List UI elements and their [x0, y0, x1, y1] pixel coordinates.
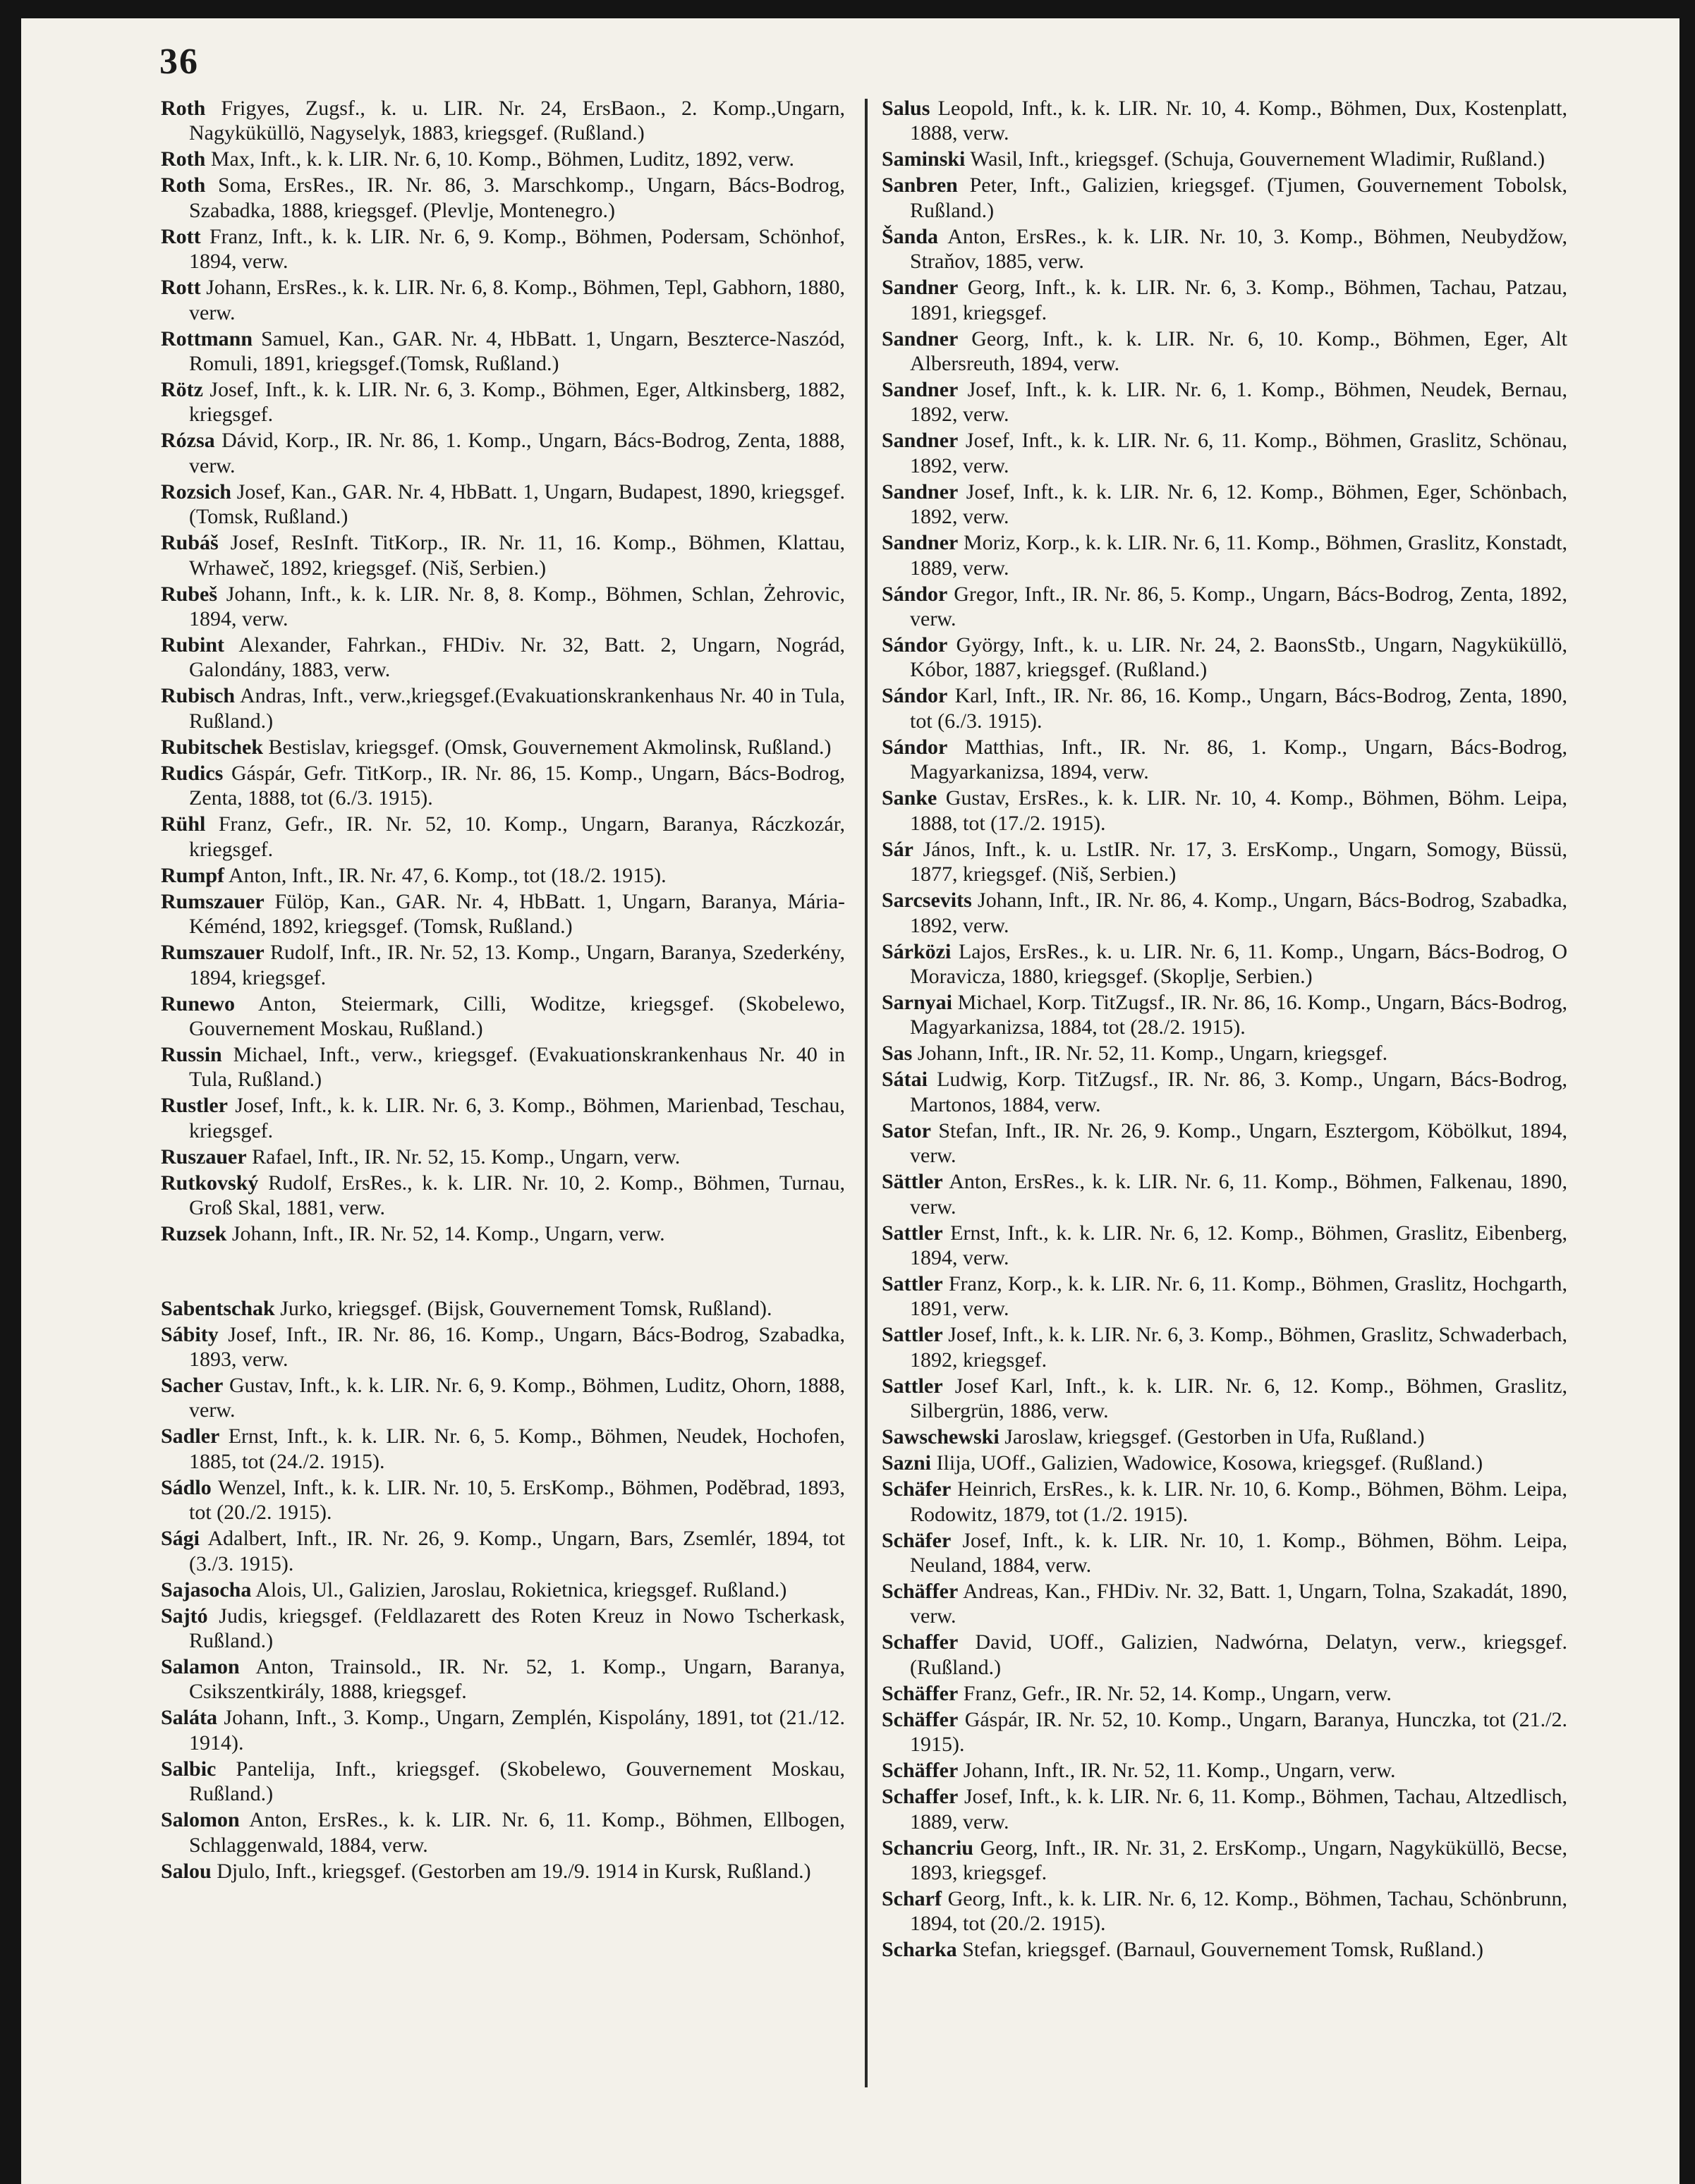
register-entry [161, 1705, 845, 1755]
entry-surname: Sadler [161, 1425, 220, 1448]
entry-details: Anton, ErsRes., k. k. LIR. Nr. 10, 3. Komp., Böhmen, Neubydžow, Straňov, 1885, verw. [910, 224, 1567, 274]
entry-surname: Roth [161, 173, 206, 197]
entry-surname: Salomon [161, 1808, 240, 1832]
entry-surname: Sattler [882, 1323, 943, 1347]
entry-surname: Sattler [882, 1374, 943, 1398]
entry-surname: Salou [161, 1859, 212, 1883]
entry-surname: Ruszauer [161, 1145, 247, 1169]
register-entry [882, 1681, 1567, 1706]
register-entry [161, 1578, 845, 1602]
register-entry [161, 1296, 845, 1321]
register-entry [161, 480, 845, 530]
entry-details: Josef, Kan., GAR. Nr. 4, HbBatt. 1, Ungarn, Budapest, 1890, kriegsgef. (Tomsk, Rußland.) [189, 480, 846, 529]
entry-surname: Sarnyai [882, 990, 953, 1014]
register-entry [161, 992, 845, 1042]
register-entry [161, 1322, 845, 1372]
entry-details: Ernst, Inft., k. k. LIR. Nr. 6, 12. Komp., Böhmen, Graslitz, Eibenberg, 1894, verw. [910, 1221, 1568, 1269]
entry-surname: Sándor [882, 735, 948, 759]
entry-surname: Schaffer [882, 1785, 959, 1809]
entry-details: Andreas, Kan., FHDiv. Nr. 32, Batt. 1, Ungarn, Tolna, Szakadát, 1890, verw. [910, 1579, 1567, 1628]
entry-details: Franz, Korp., k. k. LIR. Nr. 6, 11. Komp., Böhmen, Graslitz, Hochgarth, 1891, verw. [910, 1271, 1567, 1321]
entry-surname: Sándor [882, 633, 948, 657]
register-entry [882, 683, 1567, 733]
entry-surname: Sattler [882, 1221, 943, 1245]
entry-surname: Sazni [882, 1451, 932, 1475]
register-entry [161, 173, 845, 223]
entry-details: Gregor, Inft., IR. Nr. 86, 5. Komp., Ungarn, Bács-Bodrog, Zenta, 1892, verw. [910, 582, 1568, 631]
register-entry [161, 1093, 845, 1143]
entry-surname: Sandner [882, 531, 959, 555]
entry-surname: Sajtó [161, 1604, 208, 1628]
entry-details: Josef, Inft., k. k. LIR. Nr. 6, 3. Komp., Böhmen, Graslitz, Schwaderbach, 1892, kriegsgef. [910, 1323, 1567, 1372]
entry-surname: Scharf [882, 1887, 942, 1910]
register-entry [161, 1171, 845, 1221]
register-entry [161, 377, 845, 427]
entry-surname: Schäffer [882, 1759, 959, 1783]
entry-surname: Runewo [161, 992, 236, 1015]
entry-details: Alois, Ul., Galizien, Jaroslau, Rokietnica, kriegsgef. Rußland.) [255, 1578, 787, 1602]
entry-surname: Sättler [882, 1170, 943, 1194]
entry-surname: Salus [882, 97, 930, 120]
entry-surname: Schäffer [882, 1579, 959, 1603]
entry-details: Michael, Korp. TitZugsf., IR. Nr. 86, 16. Komp., Ungarn, Bács-Bodrog, Magyarkanizsa, 1884, tot (28./2. 1915). [910, 990, 1567, 1039]
entry-surname: Sárközi [882, 939, 952, 963]
entry-surname: Sandner [882, 378, 959, 402]
entry-details: Georg, Inft., k. k. LIR. Nr. 6, 3. Komp., Böhmen, Tachau, Patzau, 1891, kriegsgef. [910, 276, 1567, 324]
register-entry [161, 1757, 845, 1807]
entry-details: Rudolf, ErsRes., k. k. LIR. Nr. 10, 2. Komp., Böhmen, Turnau, Groß Skal, 1881, verw. [189, 1171, 845, 1220]
entry-details: Alexander, Fahrkan., FHDiv. Nr. 32, Batt. 2, Ungarn, Nográd, Galondány, 1883, verw. [189, 633, 845, 682]
register-entry [882, 1784, 1567, 1834]
entry-surname: Schäfer [882, 1477, 952, 1501]
register-entry [882, 633, 1567, 683]
entry-details: Gustav, ErsRes., k. k. LIR. Nr. 10, 4. Komp., Böhmen, Böhm. Leipa, 1888, tot (17./2. 1915). [910, 786, 1568, 835]
entry-surname: Russin [161, 1042, 222, 1066]
entry-surname: Rutkovský [161, 1171, 259, 1195]
entry-details: Johann, Inft., 3. Komp., Ungarn, Zemplén, Kispolány, 1891, tot (21./12. 1914). [189, 1706, 845, 1755]
entry-surname: Rumpf [161, 863, 225, 887]
register-entry [882, 1322, 1567, 1372]
entry-surname: Rott [161, 276, 201, 300]
entry-surname: Sandner [882, 327, 959, 350]
entry-details: Georg, Inft., k. k. LIR. Nr. 6, 10. Komp., Böhmen, Eger, Alt Albersreuth, 1894, verw. [910, 327, 1567, 376]
entry-details: Wenzel, Inft., k. k. LIR. Nr. 10, 5. ErsKomp., Böhmen, Poděbrad, 1893, tot (20./2. 1915). [189, 1475, 845, 1525]
entry-details: Leopold, Inft., k. k. LIR. Nr. 10, 4. Komp., Böhmen, Dux, Kostenplatt, 1888, verw. [910, 97, 1567, 145]
entry-surname: Rumszauer [161, 941, 265, 965]
entry-details: Gáspár, Gefr. TitKorp., IR. Nr. 86, 15. Komp., Ungarn, Bács-Bodrog, Zenta, 1888, tot (6./3. 1915). [189, 761, 845, 810]
register-entry [161, 1042, 845, 1092]
register-entry [882, 735, 1567, 785]
register-entry [161, 327, 845, 377]
register-entry [882, 1579, 1567, 1629]
register-entry [882, 939, 1567, 989]
register-entry [161, 1526, 845, 1576]
register-entry [882, 582, 1567, 632]
entry-details: György, Inft., k. u. LIR. Nr. 24, 2. BaonsStb., Ungarn, Nagyküküllö, Kóbor, 1887, kriegsgef. (Rußland.) [910, 633, 1567, 682]
register-entry [882, 1169, 1567, 1219]
register-entry [882, 428, 1567, 478]
register-entry [882, 1937, 1567, 1962]
scan-border-top [0, 0, 1695, 18]
register-entry [882, 1836, 1567, 1886]
register-entry [161, 1654, 845, 1704]
register-entry [161, 889, 845, 939]
register-entry [882, 530, 1567, 580]
register-entry [161, 1475, 845, 1525]
entry-surname: Sator [882, 1118, 931, 1142]
entry-details: Johann, Inft., IR. Nr. 52, 11. Komp., Ungarn, verw. [963, 1759, 1396, 1783]
register-entry [882, 96, 1567, 146]
register-entry [882, 1758, 1567, 1783]
register-entry [882, 1425, 1567, 1449]
register-entry [161, 940, 845, 990]
register-entry [161, 863, 845, 888]
register-entry [882, 1886, 1567, 1936]
entry-details: Anton, ErsRes., k. k. LIR. Nr. 6, 11. Komp., Böhmen, Ellbogen, Schlaggenwald, 1884, verw. [189, 1808, 845, 1857]
register-entry [161, 1604, 845, 1654]
register-entry [882, 147, 1567, 171]
entry-details: Anton, ErsRes., k. k. LIR. Nr. 6, 11. Komp., Böhmen, Falkenau, 1890, verw. [910, 1170, 1567, 1219]
entry-surname: Saminski [882, 147, 966, 171]
entry-surname: Sándor [882, 582, 948, 606]
entry-surname: Rubeš [161, 582, 218, 606]
entry-details: Gustav, Inft., k. k. LIR. Nr. 6, 9. Komp., Böhmen, Luditz, Ohorn, 1888, verw. [189, 1373, 846, 1422]
entry-details: Franz, Inft., k. k. LIR. Nr. 6, 9. Komp., Böhmen, Podersam, Schönhof, 1894, verw. [189, 224, 845, 274]
register-entry [882, 1528, 1567, 1578]
entry-surname: Rubisch [161, 684, 236, 708]
entry-details: Matthias, Inft., IR. Nr. 86, 1. Komp., Ungarn, Bács-Bodrog, Magyarkanizsa, 1894, verw. [910, 735, 1568, 784]
entry-details: Ernst, Inft., k. k. LIR. Nr. 6, 5. Komp., Böhmen, Neudek, Hochofen, 1885, tot (24./2. 1915). [189, 1425, 845, 1473]
register-entry [161, 96, 845, 146]
entry-surname: Sacher [161, 1373, 224, 1397]
entry-details: Johann, ErsRes., k. k. LIR. Nr. 6, 8. Komp., Böhmen, Tepl, Gabhorn, 1880, verw. [189, 276, 846, 324]
entry-surname: Rustler [161, 1094, 228, 1118]
entry-surname: Salamon [161, 1654, 240, 1678]
entry-details: Moriz, Korp., k. k. LIR. Nr. 6, 11. Komp., Böhmen, Graslitz, Konstadt, 1889, verw. [910, 531, 1567, 580]
register-entry [882, 1707, 1567, 1757]
entry-details: Djulo, Inft., kriegsgef. (Gestorben am 19./9. 1914 in Kursk, Rußland.) [217, 1859, 811, 1883]
register-entry [161, 428, 845, 478]
entry-details: Samuel, Kan., GAR. Nr. 4, HbBatt. 1, Ungarn, Beszterce-Naszód, Romuli, 1891, kriegsgef.(Tomsk, Rußland.) [189, 327, 846, 376]
register-entry [882, 224, 1567, 274]
entry-surname: Rott [161, 224, 201, 248]
entry-details: Fülöp, Kan., GAR. Nr. 4, HbBatt. 1, Ungarn, Baranya, Mária-Kéménd, 1892, kriegsgef. (Tomsk, Rußland.) [189, 889, 845, 939]
register-entry [161, 530, 845, 580]
entry-surname: Schaffer [882, 1630, 959, 1654]
register-entry [161, 761, 845, 811]
entry-surname: Scharka [882, 1938, 957, 1962]
left-column [161, 96, 845, 1885]
entry-details: Johann, Inft., IR. Nr. 52, 14. Komp., Ungarn, verw. [231, 1222, 665, 1246]
entry-surname: Sajasocha [161, 1578, 252, 1602]
entry-surname: Sawschewski [882, 1425, 1000, 1449]
register-entry [882, 888, 1567, 938]
entry-surname: Sattler [882, 1271, 943, 1295]
entry-surname: Sas [882, 1042, 913, 1066]
entry-surname: Schäffer [882, 1707, 959, 1731]
entry-details: Josef, Inft., IR. Nr. 86, 16. Komp., Ungarn, Bács-Bodrog, Szabadka, 1893, verw. [189, 1322, 845, 1371]
register-entry [161, 1424, 845, 1474]
entry-surname: Sanbren [882, 173, 958, 197]
entry-surname: Schäfer [882, 1528, 952, 1552]
entry-details: Josef, Inft., k. k. LIR. Nr. 6, 1. Komp., Böhmen, Neudek, Bernau, 1892, verw. [910, 378, 1567, 427]
register-entry [882, 990, 1567, 1040]
register-entry [882, 1067, 1567, 1117]
entry-surname: Salbic [161, 1757, 217, 1781]
entry-details: Josef Karl, Inft., k. k. LIR. Nr. 6, 12. Komp., Böhmen, Graslitz, Silbergrün, 1886, verw. [910, 1374, 1568, 1423]
entry-details: Andras, Inft., verw.,kriegsgef.(Evakuationskrankenhaus Nr. 40 in Tula, Rußland.) [189, 684, 845, 733]
entry-surname: Sándor [882, 684, 948, 708]
register-entry [882, 173, 1567, 223]
entry-details: Stefan, Inft., IR. Nr. 26, 9. Komp., Ungarn, Esztergom, Köbölkut, 1894, verw. [910, 1118, 1568, 1168]
register-entry [882, 1221, 1567, 1271]
entry-surname: Roth [161, 97, 206, 120]
entry-surname: Sági [161, 1527, 200, 1551]
register-entry [882, 837, 1567, 887]
entry-details: Josef, Inft., k. k. LIR. Nr. 6, 11. Komp., Böhmen, Tachau, Altzedlisch, 1889, verw. [910, 1785, 1567, 1834]
entry-surname: Saláta [161, 1706, 218, 1730]
entry-details: Soma, ErsRes., IR. Nr. 86, 3. Marschkomp., Ungarn, Bács-Bodrog, Szabadka, 1888, kriegsgef. (Plevlje, Montenegro.) [189, 173, 845, 222]
entry-details: Georg, Inft., IR. Nr. 31, 2. ErsKomp., Ungarn, Nagyküküllö, Becse, 1893, kriegsgef. [910, 1836, 1567, 1884]
page-number: 36 [159, 42, 199, 82]
entry-surname: Sarcsevits [882, 889, 972, 913]
entry-details: Josef, Inft., k. k. LIR. Nr. 6, 3. Komp., Böhmen, Eger, Altkinsberg, 1882, kriegsgef. [189, 378, 845, 427]
scan-border-left [0, 0, 21, 2184]
register-entry [882, 1477, 1567, 1527]
register-entry [882, 1271, 1567, 1322]
entry-surname: Sábity [161, 1322, 219, 1346]
register-entry [161, 1807, 845, 1857]
entry-surname: Sabentschak [161, 1296, 275, 1320]
entry-details: Georg, Inft., k. k. LIR. Nr. 6, 12. Komp., Böhmen, Tachau, Schönbrunn, 1894, tot (20./2. 1915). [910, 1887, 1567, 1936]
register-entry [161, 224, 845, 274]
entry-surname: Ruzsek [161, 1222, 227, 1246]
entry-details: Frigyes, Zugsf., k. u. LIR. Nr. 24, ErsBaon., 2. Komp.,Ungarn, Nagyküküllö, Nagyselyk, 1883, kriegsgef. (Rußland.) [189, 97, 846, 145]
entry-details: Ludwig, Korp. TitZugsf., IR. Nr. 86, 3. Komp., Ungarn, Bács-Bodrog, Martonos, 1884, verw. [910, 1068, 1568, 1116]
entry-details: Franz, Gefr., IR. Nr. 52, 10. Komp., Ungarn, Baranya, Ráczkozár, kriegsgef. [189, 812, 846, 861]
entry-surname: Rühl [161, 812, 206, 836]
register-entry [882, 377, 1567, 427]
entry-details: Lajos, ErsRes., k. u. LIR. Nr. 6, 11. Komp., Ungarn, Bács-Bodrog, O Moravicza, 1880, kriegsgef. (Skoplje, Serbien.) [910, 939, 1568, 988]
entry-surname: Sátai [882, 1068, 928, 1092]
entry-details: Rafael, Inft., IR. Nr. 52, 15. Komp., Ungarn, verw. [252, 1145, 681, 1169]
register-entry [161, 275, 845, 325]
entry-details: Johann, Inft., IR. Nr. 52, 11. Komp., Ungarn, kriegsgef. [917, 1042, 1388, 1066]
register-entry [161, 1859, 845, 1884]
entry-details: Josef, Inft., k. k. LIR. Nr. 6, 11. Komp., Böhmen, Graslitz, Schönau, 1892, verw. [910, 429, 1568, 477]
register-entry [882, 1118, 1567, 1169]
entry-surname: Sádlo [161, 1475, 212, 1499]
register-entry [882, 327, 1567, 377]
entry-surname: Roth [161, 147, 206, 171]
register-entry [882, 1630, 1567, 1680]
entry-surname: Rubitschek [161, 735, 264, 759]
entry-surname: Sandner [882, 480, 959, 504]
register-entry [161, 1221, 845, 1246]
entry-surname: Sár [882, 837, 913, 861]
entry-surname: Rottmann [161, 327, 253, 350]
register-entry [161, 1145, 845, 1169]
entry-details: János, Inft., k. u. LstIR. Nr. 17, 3. ErsKomp., Ungarn, Somogy, Büssü, 1877, kriegsgef. (Niš, Serbien.) [910, 837, 1567, 886]
entry-details: Ilija, UOff., Galizien, Wadowice, Kosowa, kriegsgef. (Rußland.) [936, 1451, 1483, 1475]
entry-details: Anton, Inft., IR. Nr. 47, 6. Komp., tot (18./2. 1915). [228, 863, 667, 887]
entry-details: Bestislav, kriegsgef. (Omsk, Gouvernement Akmolinsk, Rußland.) [268, 735, 832, 759]
register-entry [882, 1451, 1567, 1475]
entry-surname: Rubáš [161, 531, 219, 555]
entry-details: Stefan, kriegsgef. (Barnaul, Gouvernement Tomsk, Rußland.) [962, 1938, 1484, 1962]
entry-surname: Rózsa [161, 429, 215, 453]
entry-details: Wasil, Inft., kriegsgef. (Schuja, Gouvernement Wladimir, Rußland.) [970, 147, 1545, 171]
entry-surname: Šanda [882, 224, 939, 248]
entry-surname: Rumszauer [161, 889, 265, 913]
register-entry [161, 735, 845, 759]
entry-details: Judis, kriegsgef. (Feldlazarett des Roten Kreuz in Nowo Tscherkask, Rußland.) [189, 1604, 846, 1652]
entry-details: Rudolf, Inft., IR. Nr. 52, 13. Komp., Ungarn, Baranya, Szederkény, 1894, kriegsgef. [189, 941, 846, 989]
entry-details: Josef, ResInft. TitKorp., IR. Nr. 11, 16. Komp., Böhmen, Klattau, Wrhaweč, 1892, kriegsgef. (Niš, Serbien.) [189, 531, 846, 580]
entry-details: Anton, Steiermark, Cilli, Woditze, kriegsgef. (Skobelewo, Gouvernement Moskau, Rußland.) [189, 992, 845, 1040]
register-entry [161, 147, 845, 171]
entry-details: Franz, Gefr., IR. Nr. 52, 14. Komp., Ungarn, verw. [963, 1681, 1392, 1705]
entry-surname: Schäffer [882, 1681, 959, 1705]
entry-details: Karl, Inft., IR. Nr. 86, 16. Komp., Ungarn, Bács-Bodrog, Zenta, 1890, tot (6./3. 1915). [910, 684, 1567, 733]
register-entry [161, 812, 845, 862]
entry-details: Jurko, kriegsgef. (Bijsk, Gouvernement Tomsk, Rußland). [280, 1296, 772, 1320]
entry-details: Johann, Inft., k. k. LIR. Nr. 8, 8. Komp., Böhmen, Schlan, Żehrovic, 1894, verw. [189, 582, 845, 631]
entry-details: Gáspár, IR. Nr. 52, 10. Komp., Ungarn, Baranya, Hunczka, tot (21./2. 1915). [910, 1707, 1567, 1757]
register-entry [882, 1374, 1567, 1424]
register-entry [161, 633, 845, 683]
entry-details: Josef, Inft., k. k. LIR. Nr. 10, 1. Komp., Böhmen, Böhm. Leipa, Neuland, 1884, verw. [910, 1528, 1568, 1577]
entry-details: Jaroslaw, kriegsgef. (Gestorben in Ufa, Rußland.) [1004, 1425, 1425, 1449]
entry-details: Dávid, Korp., IR. Nr. 86, 1. Komp., Ungarn, Bács-Bodrog, Zenta, 1888, verw. [189, 429, 845, 477]
register-entry [882, 275, 1567, 325]
register-entry [161, 683, 845, 733]
entry-surname: Schancriu [882, 1836, 974, 1860]
column-divider [865, 99, 868, 2087]
entry-details: Max, Inft., k. k. LIR. Nr. 6, 10. Komp., Böhmen, Luditz, 1892, verw. [210, 147, 794, 171]
entry-details: David, UOff., Galizien, Nadwórna, Delatyn, verw., kriegsgef. (Rußland.) [910, 1630, 1568, 1679]
register-entry [161, 582, 845, 632]
entry-surname: Rudics [161, 761, 224, 785]
register-entry [882, 480, 1567, 530]
entry-surname: Rötz [161, 378, 203, 402]
entry-surname: Sandner [882, 429, 959, 453]
entry-details: Anton, Trainsold., IR. Nr. 52, 1. Komp., Ungarn, Baranya, Csikszentkirály, 1888, kriegsgef. [189, 1654, 845, 1704]
entry-details: Johann, Inft., IR. Nr. 86, 4. Komp., Ungarn, Bács-Bodrog, Szabadka, 1892, verw. [910, 889, 1568, 937]
entry-details: Adalbert, Inft., IR. Nr. 26, 9. Komp., Ungarn, Bars, Zsemlér, 1894, tot (3./3. 1915). [189, 1527, 845, 1575]
right-column [882, 96, 1567, 1963]
entry-surname: Sanke [882, 786, 937, 810]
entry-details: Peter, Inft., Galizien, kriegsgef. (Tjumen, Gouvernement Tobolsk, Rußland.) [910, 173, 1568, 222]
entry-details: Pantelija, Inft., kriegsgef. (Skobelewo, Gouvernement Moskau, Rußland.) [189, 1757, 846, 1806]
entry-details: Heinrich, ErsRes., k. k. LIR. Nr. 10, 6. Komp., Böhmen, Böhm. Leipa, Rodowitz, 1879, tot (1./2. 1915). [910, 1477, 1568, 1526]
entry-details: Josef, Inft., k. k. LIR. Nr. 6, 12. Komp., Böhmen, Eger, Schönbach, 1892, verw. [910, 480, 1567, 529]
register-entry [882, 786, 1567, 836]
register-entry [882, 1041, 1567, 1066]
entry-details: Josef, Inft., k. k. LIR. Nr. 6, 3. Komp., Böhmen, Marienbad, Teschau, kriegsgef. [189, 1094, 845, 1142]
scan-border-right [1679, 0, 1695, 2184]
entry-surname: Rozsich [161, 480, 231, 504]
entry-surname: Rubint [161, 633, 225, 657]
entry-surname: Sandner [882, 276, 959, 300]
entry-details: Michael, Inft., verw., kriegsgef. (Evakuationskrankenhaus Nr. 40 in Tula, Rußland.) [189, 1042, 845, 1092]
register-entry [161, 1373, 845, 1423]
